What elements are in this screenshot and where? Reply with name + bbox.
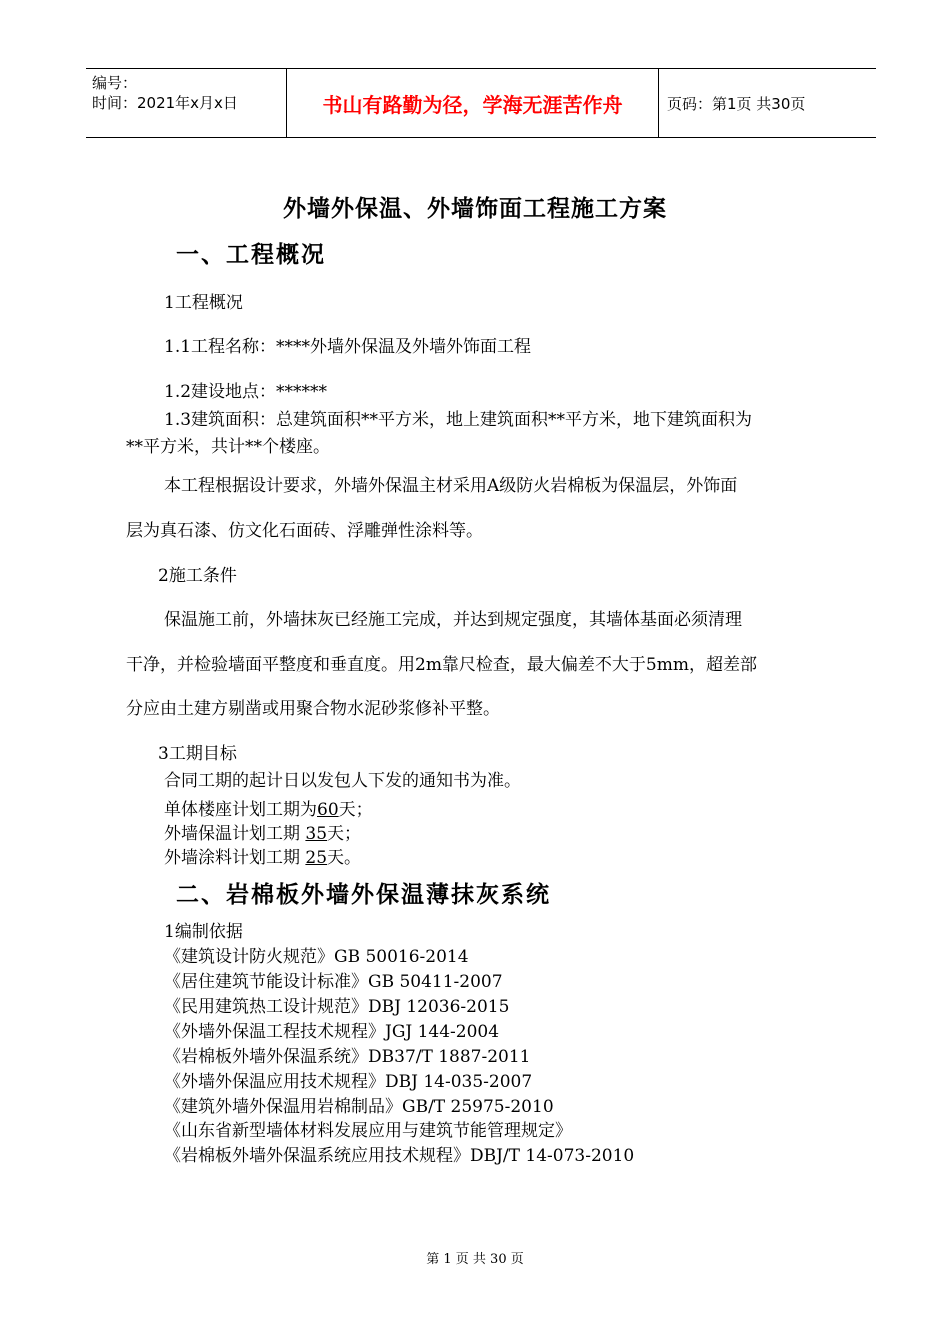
section-heading-system: 二、岩棉板外墙外保温薄抹灰系统 xyxy=(176,882,551,908)
reference-item: 《民用建筑热工设计规范》DBJ 12036-2015 xyxy=(164,997,510,1017)
subsection-heading: 1编制依据 xyxy=(164,922,243,942)
paragraph: 保温施工前，外墙抹灰已经施工完成，并达到规定强度，其墙体基面必须清理 xyxy=(164,610,742,630)
paragraph: 1工程概况 xyxy=(164,293,243,313)
paragraph: 合同工期的起计日以发包人下发的通知书为准。 xyxy=(164,771,521,791)
reference-item: 《建筑外墙外保温用岩棉制品》GB/T 25975-2010 xyxy=(164,1097,554,1117)
paragraph: 1.3建筑面积：总建筑面积**平方米，地上建筑面积**平方米，地下建筑面积为 xyxy=(164,410,753,430)
reference-item: 《建筑设计防火规范》GB 50016-2014 xyxy=(164,947,469,967)
paragraph: 干净，并检验墙面平整度和垂直度。用2m靠尺检查，最大偏差不大于5mm，超差部 xyxy=(126,655,757,675)
reference-item: 《山东省新型墙体材料发展应用与建筑节能管理规定》 xyxy=(164,1121,572,1141)
text: 单体楼座计划工期为 xyxy=(164,800,317,820)
paragraph: 本工程根据设计要求，外墙外保温主材采用A级防火岩棉板为保温层，外饰面 xyxy=(164,476,738,496)
reference-item: 《岩棉板外墙外保温系统》DB37/T 1887-2011 xyxy=(164,1047,531,1067)
text: 天。 xyxy=(327,848,362,868)
header-number: 编号： xyxy=(92,74,138,92)
page-footer: 第 1 页 共 30 页 xyxy=(426,1252,524,1267)
text: 天； xyxy=(327,824,362,844)
reference-item: 《岩棉板外墙外保温系统应用技术规程》DBJ/T 14-073-2010 xyxy=(164,1146,635,1166)
text: 天； xyxy=(338,800,373,820)
reference-item: 《外墙外保温工程技术规程》JGJ 144-2004 xyxy=(164,1022,500,1042)
subsection-heading: 3工期目标 xyxy=(158,744,237,764)
page-header xyxy=(86,68,876,138)
subsection-heading: 2施工条件 xyxy=(158,566,237,586)
paragraph: 1.1工程名称：****外墙外保温及外墙外饰面工程 xyxy=(164,337,532,357)
duration-value: 60 xyxy=(317,800,339,820)
document-title: 外墙外保温、外墙饰面工程施工方案 xyxy=(283,196,667,222)
reference-item: 《居住建筑节能设计标准》GB 50411-2007 xyxy=(164,972,503,992)
header-motto: 书山有路勤为径，学海无涯苦作舟 xyxy=(286,69,659,137)
paragraph: 分应由土建方剔凿或用聚合物水泥砂浆修补平整。 xyxy=(126,699,500,719)
reference-item: 《外墙外保温应用技术规程》DBJ 14-035-2007 xyxy=(164,1072,533,1092)
header-meta xyxy=(86,69,286,137)
header-page: 页码：第1页 共30页 xyxy=(667,94,806,113)
paragraph: 1.2建设地点：****** xyxy=(164,382,328,402)
paragraph xyxy=(164,843,361,868)
paragraph xyxy=(164,819,361,844)
duration-value: 35 xyxy=(305,824,328,844)
text: 外墙涂料计划工期 xyxy=(164,848,306,868)
paragraph: 层为真石漆、仿文化石面砖、浮雕弹性涂料等。 xyxy=(126,521,483,541)
paragraph xyxy=(164,795,373,820)
text: 外墙保温计划工期 xyxy=(164,824,306,844)
header-time: 时间：2021年x月x日 xyxy=(92,94,238,112)
duration-value: 25 xyxy=(305,848,328,868)
section-heading-overview: 一、工程概况 xyxy=(176,242,326,268)
paragraph: **平方米，共计**个楼座。 xyxy=(126,437,330,457)
